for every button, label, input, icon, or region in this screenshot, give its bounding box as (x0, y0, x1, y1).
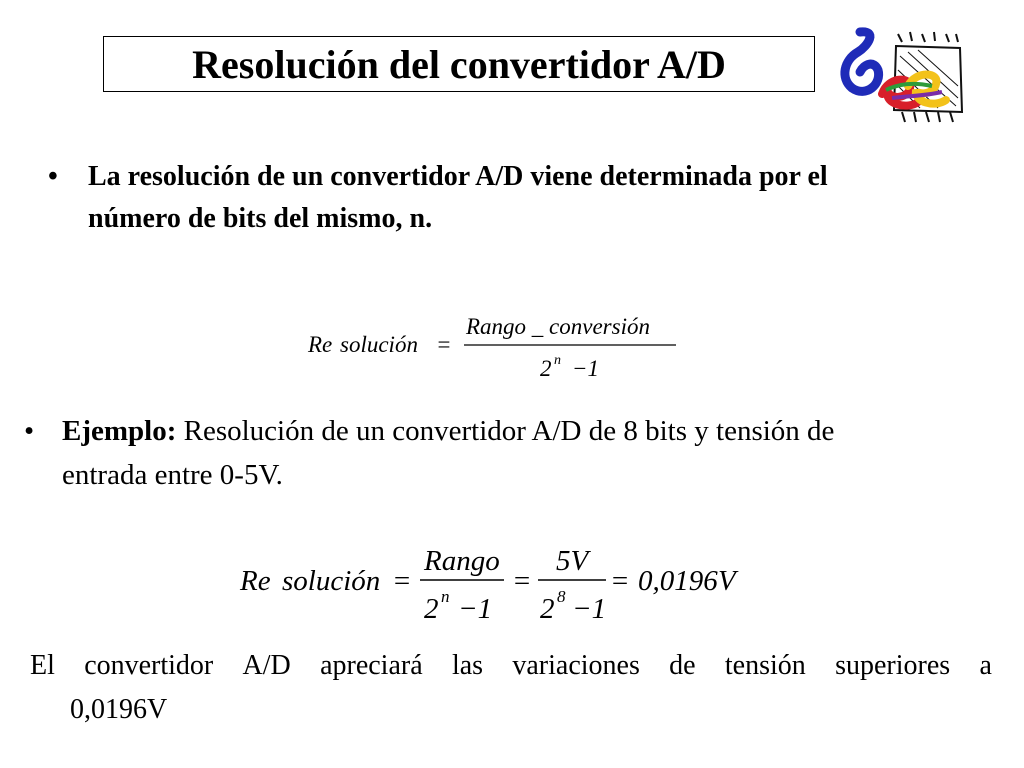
slide-title: Resolución del convertidor A/D (192, 41, 726, 87)
f2-den1-base: 2 (424, 593, 439, 625)
conclusion-word: A/D (242, 650, 291, 681)
f2-den2-base: 2 (540, 593, 555, 625)
conclusion-word: variaciones (512, 650, 640, 681)
conclusion-line1 (30, 644, 992, 688)
f2-re: Re (240, 565, 271, 597)
f2-eq3: = (610, 565, 630, 597)
f2-num2: 5V (556, 545, 589, 577)
f2-solucion: solución (282, 565, 381, 597)
f2-result-unit: V (718, 565, 736, 597)
f2-den1-exp: n (441, 587, 450, 606)
bullet-marker: • (24, 415, 35, 447)
f2-result-num: 0,0196 (638, 565, 718, 597)
bullet1-line1: La resolución de un convertidor A/D viene determinada por el (88, 161, 828, 192)
f1-den-base: 2 (540, 356, 552, 381)
title-box (103, 36, 815, 92)
f1-den-exp: n (554, 353, 561, 368)
f1-numerator: Rango _ conversión (466, 314, 650, 339)
bullet-marker: • (48, 161, 58, 192)
conclusion-word: convertidor (84, 650, 214, 681)
conclusion-line2: 0,0196V (70, 694, 168, 725)
conclusion-word: a (979, 650, 992, 681)
f1-re: Re (308, 332, 333, 357)
conclusion-word: El (30, 650, 55, 681)
f1-equals: = (436, 332, 452, 357)
conclusion-word: apreciará (320, 650, 423, 681)
formula-example (236, 534, 756, 630)
dee-logo-icon (838, 26, 968, 130)
bullet2-line1-text: Resolución de un convertidor A/D de 8 bits y tensión de (176, 415, 835, 447)
f2-eq1: = (392, 565, 412, 597)
formula-resolution (300, 306, 700, 386)
bullet2-line2: entrada entre 0-5V. (62, 459, 283, 491)
bullet2-line1 (62, 410, 834, 452)
f2-eq2: = (512, 565, 532, 597)
conclusion-word: las (451, 650, 484, 681)
f2-den2-exp: 8 (557, 587, 566, 606)
conclusion-word: de (669, 650, 696, 681)
f1-solucion: solución (340, 332, 418, 357)
f1-den-rest: −1 (572, 356, 600, 381)
conclusion-paragraph (30, 644, 992, 732)
bullet1-line2: número de bits del mismo, n. (88, 203, 433, 234)
conclusion-word: superiores (835, 650, 951, 681)
f2-den1-rest: −1 (458, 593, 493, 625)
conclusion-word: tensión (724, 650, 806, 681)
example-label: Ejemplo: (62, 415, 177, 447)
f2-den2-rest: −1 (572, 593, 607, 625)
f2-num1: Rango (424, 545, 500, 577)
